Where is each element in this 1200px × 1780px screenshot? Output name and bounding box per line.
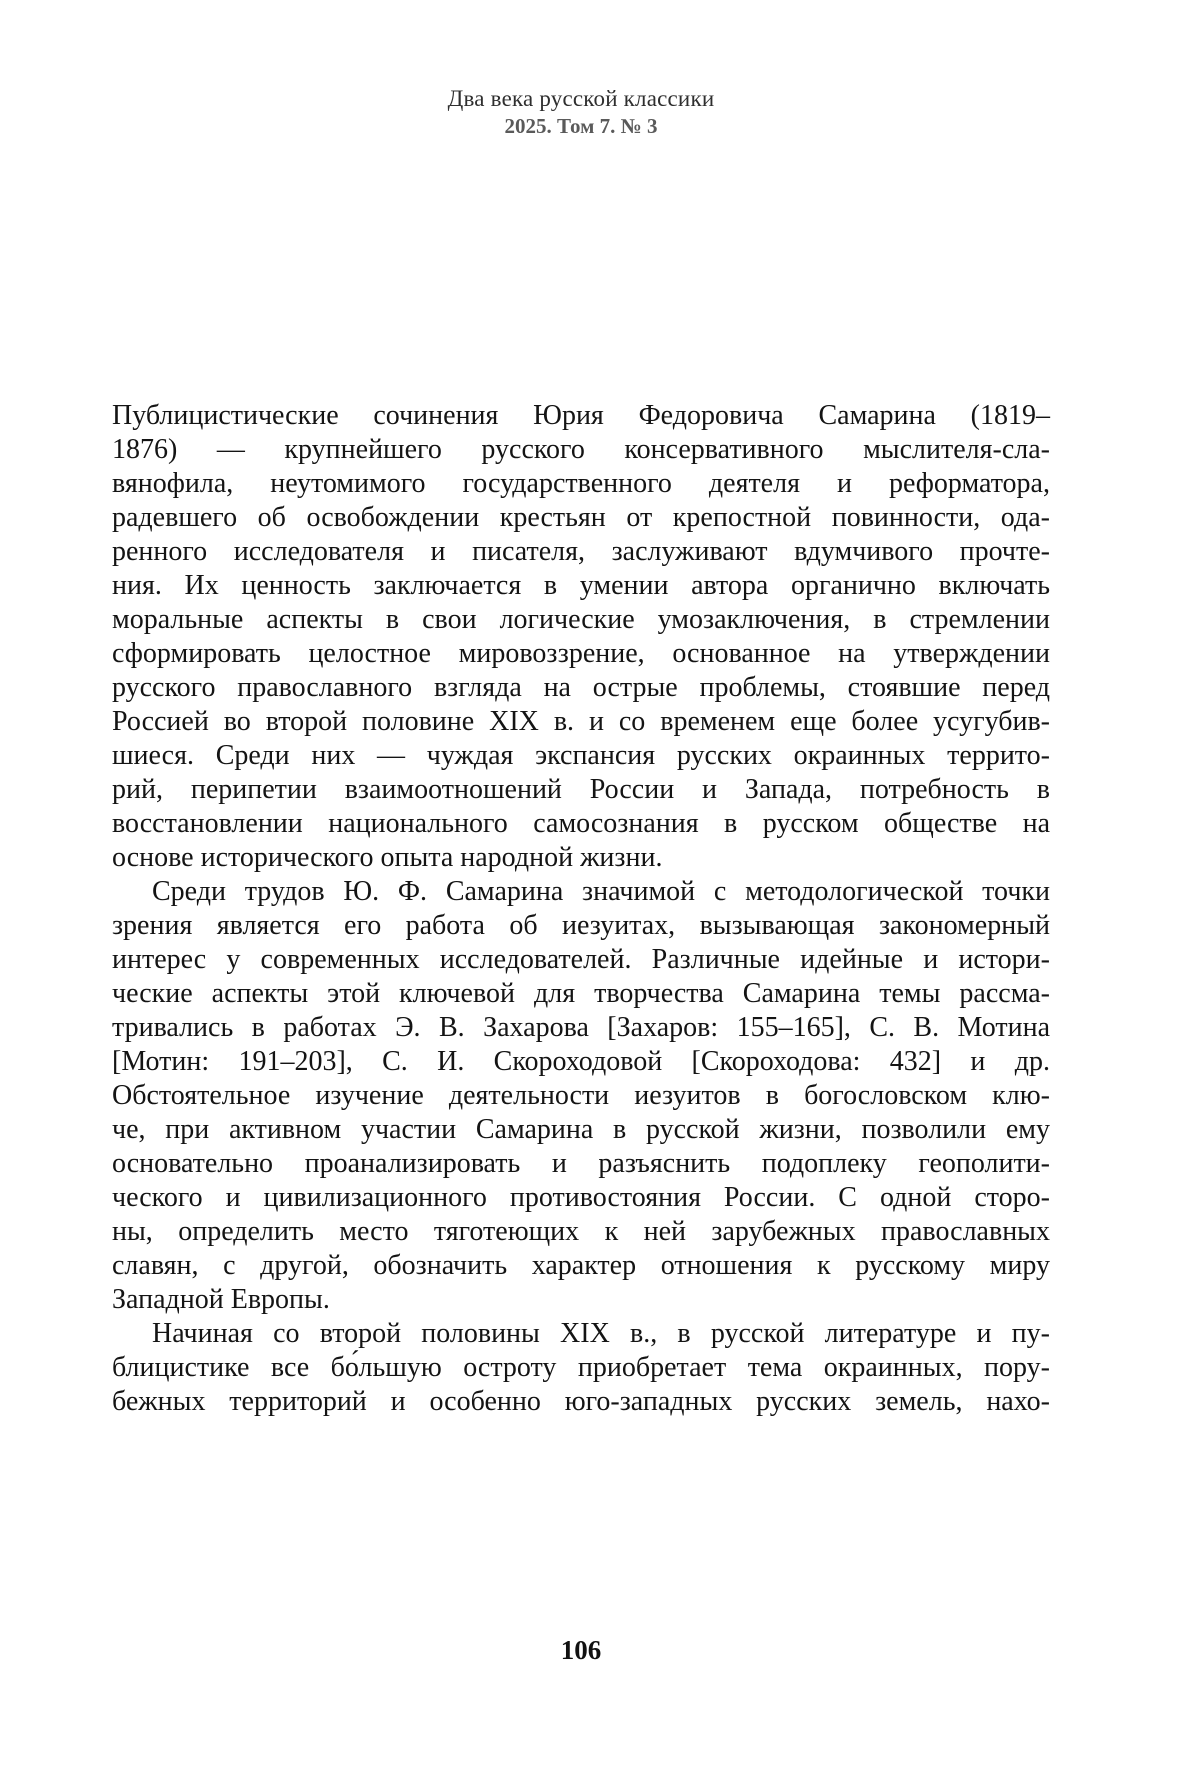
text-line: ны, определить место тяготеющих к ней зарубежных православных bbox=[112, 1216, 1050, 1247]
text-line: основе исторического опыта народной жизни. bbox=[112, 842, 663, 873]
text-line: рий, перипетии взаимоотношений России и Запада, потребность в bbox=[112, 774, 1050, 805]
text-line: ческие аспекты этой ключевой для творчества Самарина темы рассма- bbox=[112, 978, 1050, 1009]
text-line: ренного исследователя и писателя, заслуживают вдумчивого прочте- bbox=[112, 536, 1050, 567]
text-line: сформировать целостное мировоззрение, основанное на утверждении bbox=[112, 638, 1050, 669]
text-line: шиеся. Среди них — чуждая экспансия русских окраинных террито- bbox=[112, 740, 1050, 771]
text-line: Среди трудов Ю. Ф. Самарина значимой с методологической точки bbox=[152, 876, 1050, 907]
page-footer bbox=[112, 1634, 1050, 1666]
text-line: Публицистические сочинения Юрия Федоровича Самарина (1819– bbox=[112, 400, 1050, 431]
text-line: вянофила, неутомимого государственного деятеля и реформатора, bbox=[112, 468, 1050, 499]
text-line: русского православного взгляда на острые проблемы, стоявшие перед bbox=[112, 672, 1050, 703]
text-line: восстановлении национального самосознания в русском обществе на bbox=[112, 808, 1050, 839]
text-line: радевшего об освобождении крестьян от крепостной повинности, ода- bbox=[112, 502, 1050, 533]
text-line: ческого и цивилизационного противостояния России. С одной сторо- bbox=[112, 1182, 1050, 1213]
text-line: [Мотин: 191–203], С. И. Скороходовой [Скороходова: 432] и др. bbox=[112, 1046, 1050, 1077]
text-line: Россией во второй половине XIX в. и со временем еще более усугубив- bbox=[112, 706, 1050, 737]
text-line: славян, с другой, обозначить характер отношения к русскому миру bbox=[112, 1250, 1050, 1281]
text-line: Западной Европы. bbox=[112, 1284, 330, 1315]
text-line: че, при активном участии Самарина в русской жизни, позволили ему bbox=[112, 1114, 1050, 1145]
journal-title: Два века русской классики bbox=[447, 86, 715, 111]
body-text bbox=[112, 399, 1050, 1419]
paragraph bbox=[112, 875, 1050, 1317]
text-line: Обстоятельное изучение деятельности иезуитов в богословском клю- bbox=[112, 1080, 1050, 1111]
text-line: бежных территорий и особенно юго-западных русских земель, нахо- bbox=[112, 1386, 1050, 1417]
text-line: тривались в работах Э. В. Захарова [Захаров: 155–165], С. В. Мотина bbox=[112, 1012, 1050, 1043]
text-line: ния. Их ценность заключается в умении автора органично включать bbox=[112, 570, 1050, 601]
page-number: 106 bbox=[560, 1635, 602, 1665]
text-line: основательно проанализировать и разъяснить подоплеку геополити- bbox=[112, 1148, 1050, 1179]
text-line: 1876) — крупнейшего русского консервативного мыслителя-сла- bbox=[112, 434, 1050, 465]
text-line: интерес у современных исследователей. Различные идейные и истори- bbox=[112, 944, 1050, 975]
text-line: Начиная со второй половины XIX в., в русской литературе и пу- bbox=[152, 1318, 1050, 1349]
text-line: зрения является его работа об иезуитах, вызывающая закономерный bbox=[112, 910, 1050, 941]
text-line: моральные аспекты в свои логические умозаключения, в стремлении bbox=[112, 604, 1050, 635]
issue-info: 2025. Том 7. № 3 bbox=[504, 114, 658, 138]
paragraph bbox=[112, 1317, 1050, 1419]
text-line: блицистике все бо́льшую остроту приобретает тема окраинных, пору- bbox=[112, 1352, 1050, 1383]
running-header bbox=[112, 84, 1050, 139]
paragraph bbox=[112, 399, 1050, 875]
